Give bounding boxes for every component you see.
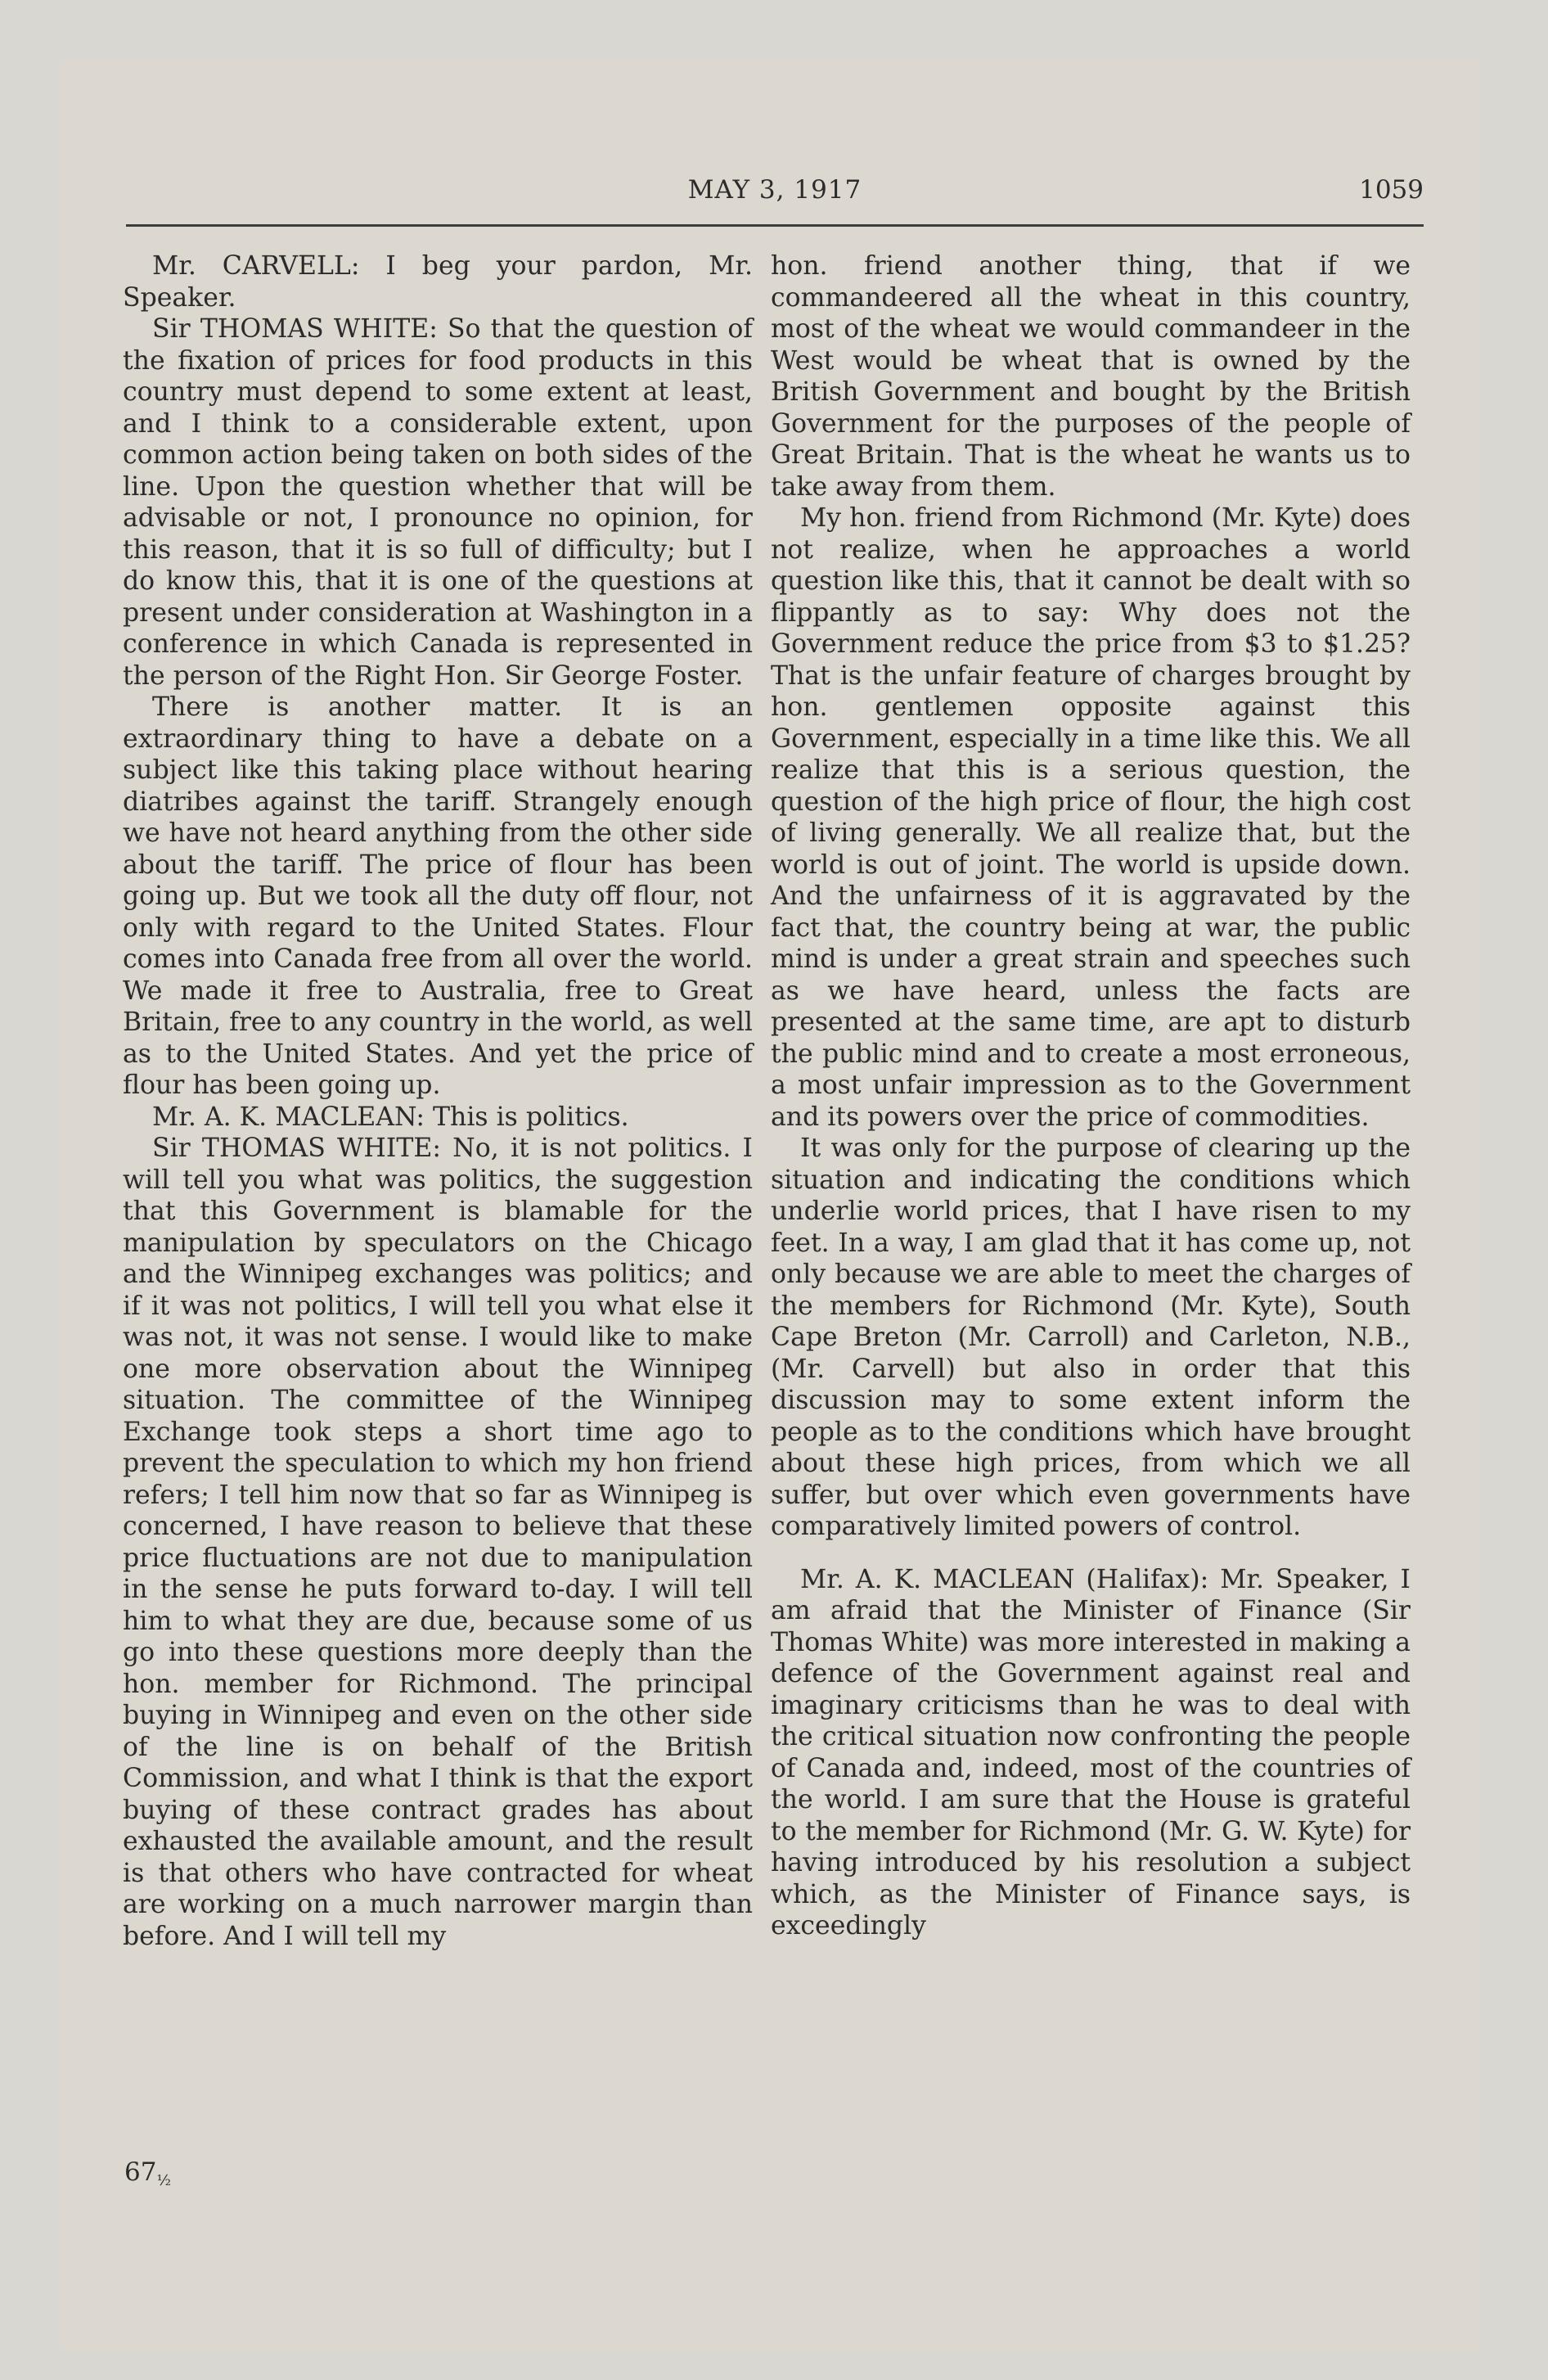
page-header [126, 175, 1424, 227]
paragraph: There is another matter. It is an extraordinary thing to have a debate on a subject like this taking place without hearing diatribes against the tariff. Strangely enough we have not heard anything from the other side about the tariff. The price of flour has been going up. But we took all the duty off flour, not only with regard to the United States. Flour comes into Canada free from all over the world. We made it free to Australia, free to Great Britain, free to any country in the world, as well as to the United States. And yet the price of flour has been going up. [123, 692, 753, 1100]
paragraph: Mr. A. K. MACLEAN (Halifax): Mr. Speaker, I am afraid that the Minister of Finance (Sir Thomas White) was more interested in making a defence of the Government against real and imaginary criticisms than he was to deal with the critical situation now confronting the people of Canada and, indeed, most of the countries of the world. I am sure that the House is grateful to the member for Richmond (Mr. G. W. Kyte) for having introduced by his resolution a subject which, as the Minister of Finance says, is exceedingly [771, 1564, 1411, 1941]
signature-number: 67 [124, 2157, 157, 2187]
document-page [61, 61, 1481, 2352]
paragraph: hon. friend another thing, that if we commandeered all the wheat in this country, most of the wheat we would commandeer in the West would be wheat that is owned by the British Government and bought by the British Government for the purposes of the people of Great Britain. That is the wheat he wants us to take away from them. [771, 251, 1411, 502]
paragraph: Sir THOMAS WHITE: No, it is not politics. I will tell you what was politics, the suggestion that this Government is blamable for the manipulation by speculators on the Chicago and the Winnipeg exchanges was politics; and if it was not politics, I will tell you what else it was not, it was not sense. I would like to make one more observation about the Winnipeg situation. The committee of the Winnipeg Exchange took steps a short time ago to prevent the speculation to which my hon friend refers; I tell him now that so far as Winnipeg is concerned, I have reason to believe that these price fluctuations are not due to manipulation in the sense he puts forward to-day. I will tell him to what they are due, because some of us go into these questions more deeply than the hon. member for Richmond. The principal buying in Winnipeg and even on the other side of the line is on behalf of the British Commission, and what I think is that the export buying of these contract grades has about exhausted the available amount, and the result is that others who have contracted for wheat are working on a much narrower margin than before. And I will tell my [123, 1134, 753, 1951]
signature-fraction: ½ [156, 2172, 171, 2189]
signature-mark [124, 2157, 171, 2189]
paragraph: Sir THOMAS WHITE: So that the question of the fixation of prices for food products in this country must depend to some extent at least, and I think to a considerable extent, upon common action being taken on both sides of the line. Upon the question whether that will be advisable or not, I pronounce no opinion, for this reason, that it is so full of difficulty; but I do know this, that it is one of the questions at present under consideration at Washington in a conference in which Canada is represented in the person of the Right Hon. Sir George Foster. [123, 314, 753, 691]
paragraph: Mr. A. K. MACLEAN: This is politics. [152, 1102, 629, 1132]
paragraph: My hon. friend from Richmond (Mr. Kyte) does not realize, when he approaches a world question like this, that it cannot be dealt with so flippantly as to say: Why does not the Government reduce the price from $3 to $1.25? That is the unfair feature of charges brought by hon. gentlemen opposite against this Government, especially in a time like this. We all realize that this is a serious question, the question of the high price of flour, the high cost of living generally. We all realize that, but the world is out of joint. The world is upside down. And the unfairness of it is aggravated by the fact that, the country being at war, the public mind is under a great strain and speeches such as we have heard, unless the facts are presented at the same time, are apt to disturb the public mind and to create a most erroneous, a most unfair impression as to the Government and its powers over the price of commodities. [771, 503, 1411, 1132]
paragraph: It was only for the purpose of clearing up the situation and indicating the conditions which underlie world prices, that I have risen to my feet. In a way, I am glad that it has come up, not only because we are able to meet the charges of the members for Richmond (Mr. Kyte), South Cape Breton (Mr. Carroll) and Carleton, N.B., (Mr. Carvell) but also in order that this discussion may to some extent inform the people as to the conditions which have brought about these high prices, from which we all suffer, but over which even governments have comparatively limited powers of control. [771, 1134, 1411, 1541]
paragraph: Mr. CARVELL: I beg your pardon, Mr. Speaker. [123, 251, 753, 313]
page-number: 1059 [1359, 175, 1424, 205]
header-date: MAY 3, 1917 [687, 175, 862, 205]
right-column [771, 250, 1411, 1942]
left-column [123, 250, 753, 1952]
